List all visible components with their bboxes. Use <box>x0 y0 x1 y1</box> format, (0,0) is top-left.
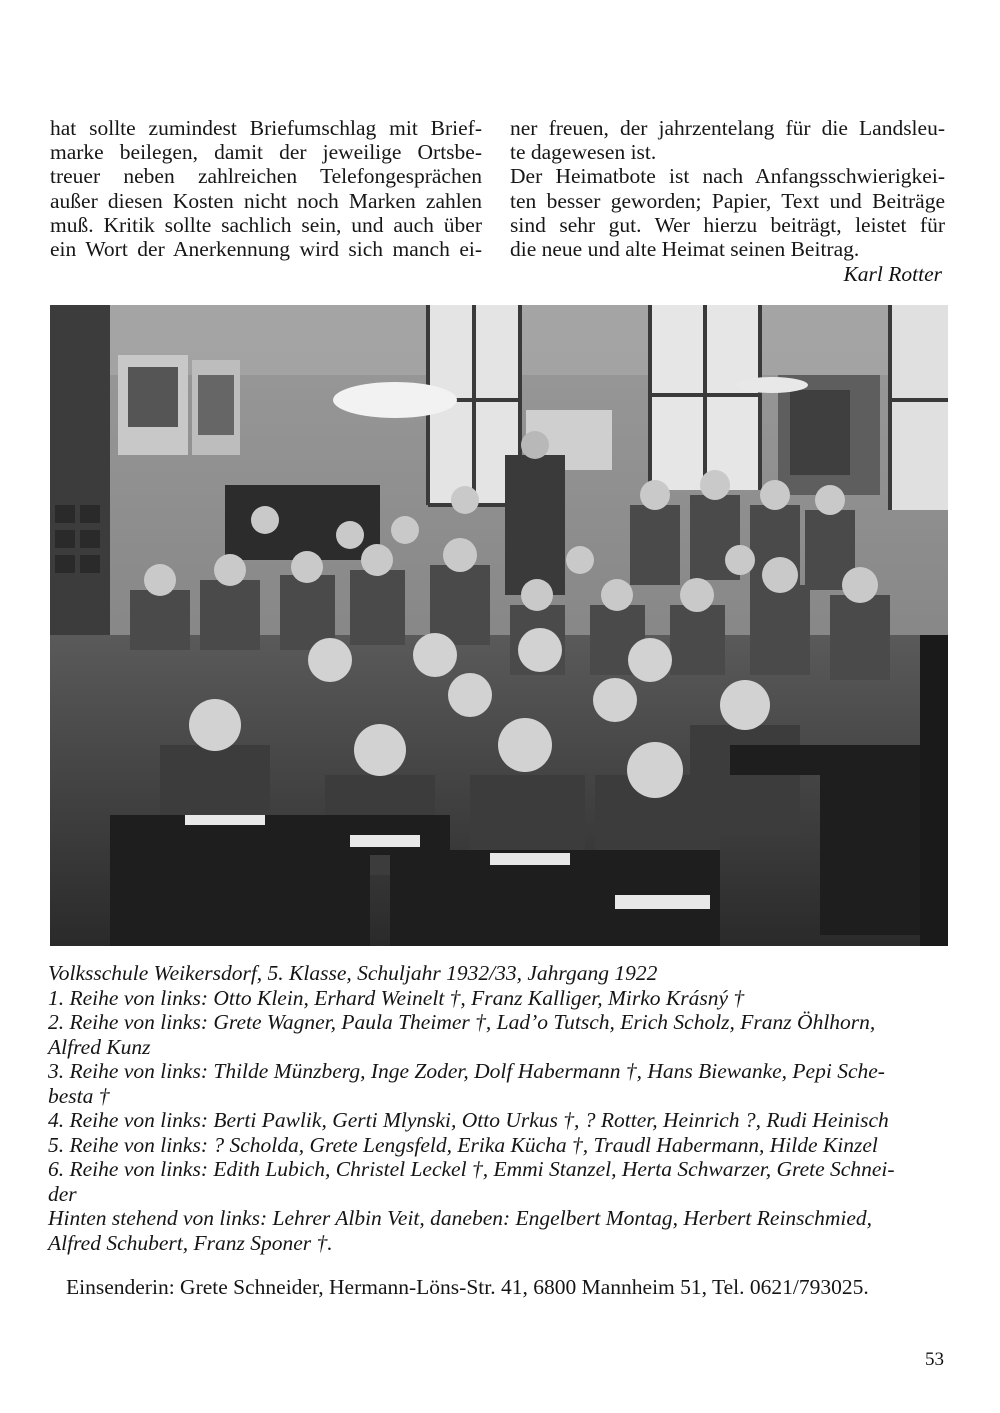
text-line: die neue und alte Heimat seinen Beitrag. <box>510 236 860 261</box>
text-line: te dagewesen ist. <box>510 140 657 165</box>
text-line: Der Heimatbote ist nach Anfangsschwierigkei- <box>510 164 945 189</box>
caption-row: 5. Reihe von links: ? Scholda, Grete Lengsfeld, Erika Kücha †, Traudl Habermann, Hilde Kinzel <box>48 1132 878 1157</box>
text-line: ein Wort der Anerkennung wird sich manch ei- <box>50 236 482 261</box>
text-line: ner freuen, der jahrzentelang für die Landsleu- <box>510 116 945 140</box>
author-signature: Karl Rotter <box>843 262 942 286</box>
caption-row: der <box>48 1181 77 1206</box>
caption-row: besta † <box>48 1083 110 1108</box>
caption-title: Volksschule Weikersdorf, 5. Klasse, Schuljahr 1932/33, Jahrgang 1922 <box>48 961 658 985</box>
right-text-column <box>510 116 945 261</box>
text-line: marke beilegen, damit der jeweilige Ortsbe- <box>50 140 482 165</box>
sender-line: Einsenderin: Grete Schneider, Hermann-Löns-Str. 41, 6800 Mannheim 51, Tel. 0621/793025. <box>66 1275 869 1299</box>
photo-caption <box>48 961 952 1255</box>
text-line: hat sollte zumindest Briefumschlag mit Brief- <box>50 116 482 140</box>
caption-row: 3. Reihe von links: Thilde Münzberg, Inge Zoder, Dolf Habermann †, Hans Biewanke, Pepi Sche- <box>48 1059 885 1083</box>
caption-row: 2. Reihe von links: Grete Wagner, Paula Theimer †, Lad’o Tutsch, Erich Scholz, Franz Öhlhorn, <box>48 1010 876 1034</box>
caption-row: Alfred Schubert, Franz Sponer †. <box>48 1230 333 1255</box>
caption-row: 6. Reihe von links: Edith Lubich, Christel Leckel †, Emmi Stanzel, Herta Schwarzer, Grete Schnei- <box>48 1157 895 1181</box>
caption-row: Alfred Kunz <box>48 1034 151 1059</box>
class-photo <box>50 305 948 946</box>
text-line: treuer neben zahlreichen Telefongesprächen <box>50 164 482 189</box>
text-line: muß. Kritik sollte sachlich sein, und auch über <box>50 212 482 237</box>
caption-row: 4. Reihe von links: Berti Pawlik, Gerti Mlynski, Otto Urkus †, ? Rotter, Heinrich ?, Rudi Heinisch <box>48 1108 889 1132</box>
caption-row: Hinten stehend von links: Lehrer Albin Veit, daneben: Engelbert Montag, Herbert Reinschmied, <box>48 1206 872 1230</box>
caption-row: 1. Reihe von links: Otto Klein, Erhard Weinelt †, Franz Kalliger, Mirko Krásný † <box>48 985 745 1010</box>
page-number: 53 <box>925 1349 944 1370</box>
text-line: ten besser geworden; Papier, Text und Beiträge <box>510 188 945 213</box>
text-line: außer diesen Kosten nicht noch Marken zahlen <box>50 188 482 213</box>
text-line: sind sehr gut. Wer hierzu beiträgt, leistet für <box>510 212 945 237</box>
left-text-column <box>50 116 482 261</box>
